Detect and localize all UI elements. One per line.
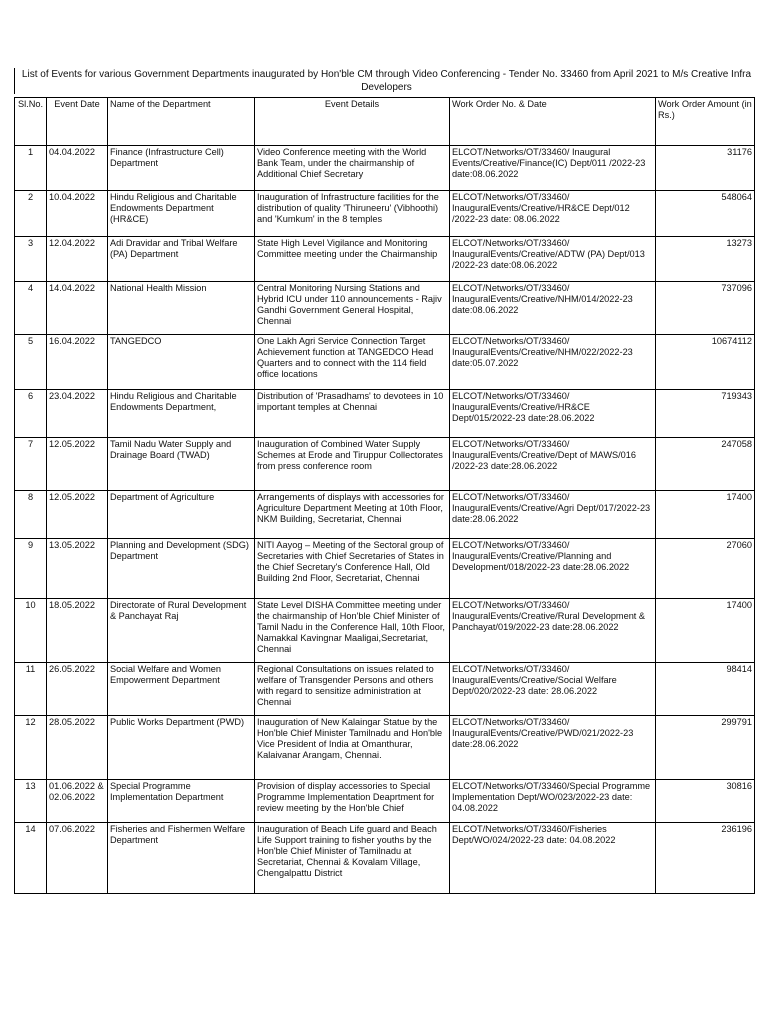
cell-sl-no: 4 [15, 282, 47, 335]
cell-sl-no: 2 [15, 191, 47, 237]
header-department: Name of the Department [108, 98, 255, 146]
table-row [15, 539, 755, 599]
cell-sl-no: 11 [15, 663, 47, 716]
table-row [15, 335, 755, 390]
cell-work-order: ELCOT/Networks/OT/33460/ InauguralEvents/Creative/Planning and Development/018/2022-23 date:28.06.2022 [450, 539, 656, 599]
cell-event-details: State High Level Vigilance and Monitoring Committee meeting under the Chairmanship [255, 237, 450, 282]
cell-event-details: Inauguration of New Kalaingar Statue by the Hon'ble Chief Minister Tamilnadu and Hon'ble Vice President of India at Omanthurar, Kalaivanar Arangam, Chennai. [255, 716, 450, 780]
table-row [15, 823, 755, 894]
cell-department: Department of Agriculture [108, 491, 255, 539]
cell-event-date: 23.04.2022 [47, 390, 108, 438]
cell-event-details: Regional Consultations on issues related to welfare of Transgender Persons and others with regard to sensitize administration at Chennai [255, 663, 450, 716]
cell-department: Adi Dravidar and Tribal Welfare (PA) Department [108, 237, 255, 282]
cell-department: Planning and Development (SDG) Department [108, 539, 255, 599]
cell-department: Public Works Department (PWD) [108, 716, 255, 780]
cell-amount: 299791 [656, 716, 755, 780]
table-row [15, 282, 755, 335]
cell-event-details: NITI Aayog – Meeting of the Sectoral group of Secretaries with Chief Secretaries of States in the Chief Secretary's Conference Hall, Old Building 2nd Floor, Secretariat, Chennai [255, 539, 450, 599]
cell-event-details: Provision of display accessories to Special Programme Implementation Deaprtment for review meeting by the Hon'ble Chief [255, 780, 450, 823]
cell-work-order: ELCOT/Networks/OT/33460/ InauguralEvents/Creative/Dept of MAWS/016 /2022-23 date:28.06.2022 [450, 438, 656, 491]
cell-amount: 247058 [656, 438, 755, 491]
cell-amount: 10674112 [656, 335, 755, 390]
cell-department: Tamil Nadu Water Supply and Drainage Board (TWAD) [108, 438, 255, 491]
cell-work-order: ELCOT/Networks/OT/33460/ InauguralEvents/Creative/HR&CE Dept/015/2022-23 date:28.06.2022 [450, 390, 656, 438]
cell-event-date: 26.05.2022 [47, 663, 108, 716]
header-amount: Work Order Amount (in Rs.) [656, 98, 755, 146]
cell-sl-no: 12 [15, 716, 47, 780]
table-row [15, 146, 755, 191]
cell-amount: 719343 [656, 390, 755, 438]
cell-work-order: ELCOT/Networks/OT/33460/ InauguralEvents/Creative/NHM/022/2022-23 date:05.07.2022 [450, 335, 656, 390]
cell-amount: 17400 [656, 599, 755, 663]
cell-department: Hindu Religious and Charitable Endowments Department (HR&CE) [108, 191, 255, 237]
cell-department: Directorate of Rural Development & Panchayat Raj [108, 599, 255, 663]
cell-department: TANGEDCO [108, 335, 255, 390]
table-row [15, 191, 755, 237]
cell-department: Fisheries and Fishermen Welfare Department [108, 823, 255, 894]
cell-event-details: Inauguration of Beach Life guard and Beach Life Support training to fisher youths by the Hon'ble Chief Minister of Tamilnadu at Secretariat, Chennai & Kovalam Village, Chengalpattu District [255, 823, 450, 894]
cell-amount: 31176 [656, 146, 755, 191]
cell-work-order: ELCOT/Networks/OT/33460/ Inaugural Events/Creative/Finance(IC) Dept/011 /2022-23 date:08.06.2022 [450, 146, 656, 191]
cell-work-order: ELCOT/Networks/OT/33460/ InauguralEvents/Creative/Social Welfare Dept/020/2022-23 date: 28.06.2022 [450, 663, 656, 716]
cell-sl-no: 13 [15, 780, 47, 823]
table-row [15, 780, 755, 823]
cell-event-date: 13.05.2022 [47, 539, 108, 599]
cell-event-details: Central Monitoring Nursing Stations and Hybrid ICU under 110 announcements - Rajiv Gandhi Government General Hospital, Chennai [255, 282, 450, 335]
table-row [15, 237, 755, 282]
cell-event-details: Arrangements of displays with accessories for Agriculture Department Meeting at 10th Floor, NKM Building, Secretariat, Chennai [255, 491, 450, 539]
cell-event-date: 18.05.2022 [47, 599, 108, 663]
cell-department: National Health Mission [108, 282, 255, 335]
document-title: List of Events for various Government Departments inaugurated by Hon'ble CM through Video Conferencing - Tender No. 33460 from April 2021 to M/s Creative Infra Developers [14, 68, 754, 94]
cell-work-order: ELCOT/Networks/OT/33460/Fisheries Dept/WO/024/2022-23 date: 04.08.2022 [450, 823, 656, 894]
cell-event-date: 12.05.2022 [47, 491, 108, 539]
cell-event-date: 16.04.2022 [47, 335, 108, 390]
table-row [15, 599, 755, 663]
cell-sl-no: 9 [15, 539, 47, 599]
cell-amount: 236196 [656, 823, 755, 894]
cell-event-details: Inauguration of Combined Water Supply Schemes at Erode and Tiruppur Collectorates from press conference room [255, 438, 450, 491]
cell-amount: 737096 [656, 282, 755, 335]
cell-department: Special Programme Implementation Department [108, 780, 255, 823]
cell-sl-no: 1 [15, 146, 47, 191]
cell-department: Finance (Infrastructure Cell) Department [108, 146, 255, 191]
cell-event-date: 10.04.2022 [47, 191, 108, 237]
table-row [15, 390, 755, 438]
cell-sl-no: 3 [15, 237, 47, 282]
cell-amount: 17400 [656, 491, 755, 539]
cell-event-details: Inauguration of Infrastructure facilities for the distribution of quality 'Thiruneeru' (Vibhoothi) and 'Kumkum' in the 8 temples [255, 191, 450, 237]
cell-sl-no: 8 [15, 491, 47, 539]
cell-amount: 30816 [656, 780, 755, 823]
cell-work-order: ELCOT/Networks/OT/33460/ InauguralEvents/Creative/ADTW (PA) Dept/013 /2022-23 date:08.06.2022 [450, 237, 656, 282]
header-event-details: Event Details [255, 98, 450, 146]
table-header-row [15, 98, 755, 146]
cell-work-order: ELCOT/Networks/OT/33460/ InauguralEvents/Creative/Rural Development & Panchayat/019/2022-23 date:28.06.2022 [450, 599, 656, 663]
header-work-order: Work Order No. & Date [450, 98, 656, 146]
cell-sl-no: 6 [15, 390, 47, 438]
table-row [15, 438, 755, 491]
cell-amount: 98414 [656, 663, 755, 716]
cell-event-date: 07.06.2022 [47, 823, 108, 894]
cell-event-details: Distribution of 'Prasadhams' to devotees in 10 important temples at Chennai [255, 390, 450, 438]
cell-event-details: One Lakh Agri Service Connection Target Achievement function at TANGEDCO Head Quarters and to connect with the 114 field office locations [255, 335, 450, 390]
cell-department: Social Welfare and Women Empowerment Department [108, 663, 255, 716]
cell-work-order: ELCOT/Networks/OT/33460/ InauguralEvents/Creative/NHM/014/2022-23 date:08.06.2022 [450, 282, 656, 335]
cell-event-date: 12.05.2022 [47, 438, 108, 491]
table-body [15, 146, 755, 894]
cell-work-order: ELCOT/Networks/OT/33460/ InauguralEvents/Creative/HR&CE Dept/012 /2022-23 date: 08.06.2022 [450, 191, 656, 237]
cell-event-date: 04.04.2022 [47, 146, 108, 191]
cell-sl-no: 5 [15, 335, 47, 390]
cell-sl-no: 14 [15, 823, 47, 894]
cell-event-date: 12.04.2022 [47, 237, 108, 282]
cell-work-order: ELCOT/Networks/OT/33460/ InauguralEvents/Creative/Agri Dept/017/2022-23 date:28.06.2022 [450, 491, 656, 539]
cell-event-date: 01.06.2022 & 02.06.2022 [47, 780, 108, 823]
cell-sl-no: 7 [15, 438, 47, 491]
table-row [15, 716, 755, 780]
cell-work-order: ELCOT/Networks/OT/33460/Special Programme Implementation Dept/WO/023/2022-23 date: 04.08.2022 [450, 780, 656, 823]
events-table [14, 97, 755, 894]
cell-amount: 27060 [656, 539, 755, 599]
cell-event-date: 28.05.2022 [47, 716, 108, 780]
cell-event-details: State Level DISHA Committee meeting under the chairmanship of Hon'ble Chief Minister of Tamil Nadu in the Conference Hall, 10th Floor, Namakkal Kavingnar Maaligai,Secretariat, Chennai [255, 599, 450, 663]
table-row [15, 663, 755, 716]
header-sl-no: Sl.No. [15, 98, 47, 146]
cell-amount: 548064 [656, 191, 755, 237]
cell-event-details: Video Conference meeting with the World Bank Team, under the chairmanship of Additional Chief Secretary [255, 146, 450, 191]
table-row [15, 491, 755, 539]
cell-work-order: ELCOT/Networks/OT/33460/ InauguralEvents/Creative/PWD/021/2022-23 date:28.06.2022 [450, 716, 656, 780]
cell-department: Hindu Religious and Charitable Endowments Department, [108, 390, 255, 438]
cell-event-date: 14.04.2022 [47, 282, 108, 335]
cell-amount: 13273 [656, 237, 755, 282]
header-event-date: Event Date [47, 98, 108, 146]
cell-sl-no: 10 [15, 599, 47, 663]
